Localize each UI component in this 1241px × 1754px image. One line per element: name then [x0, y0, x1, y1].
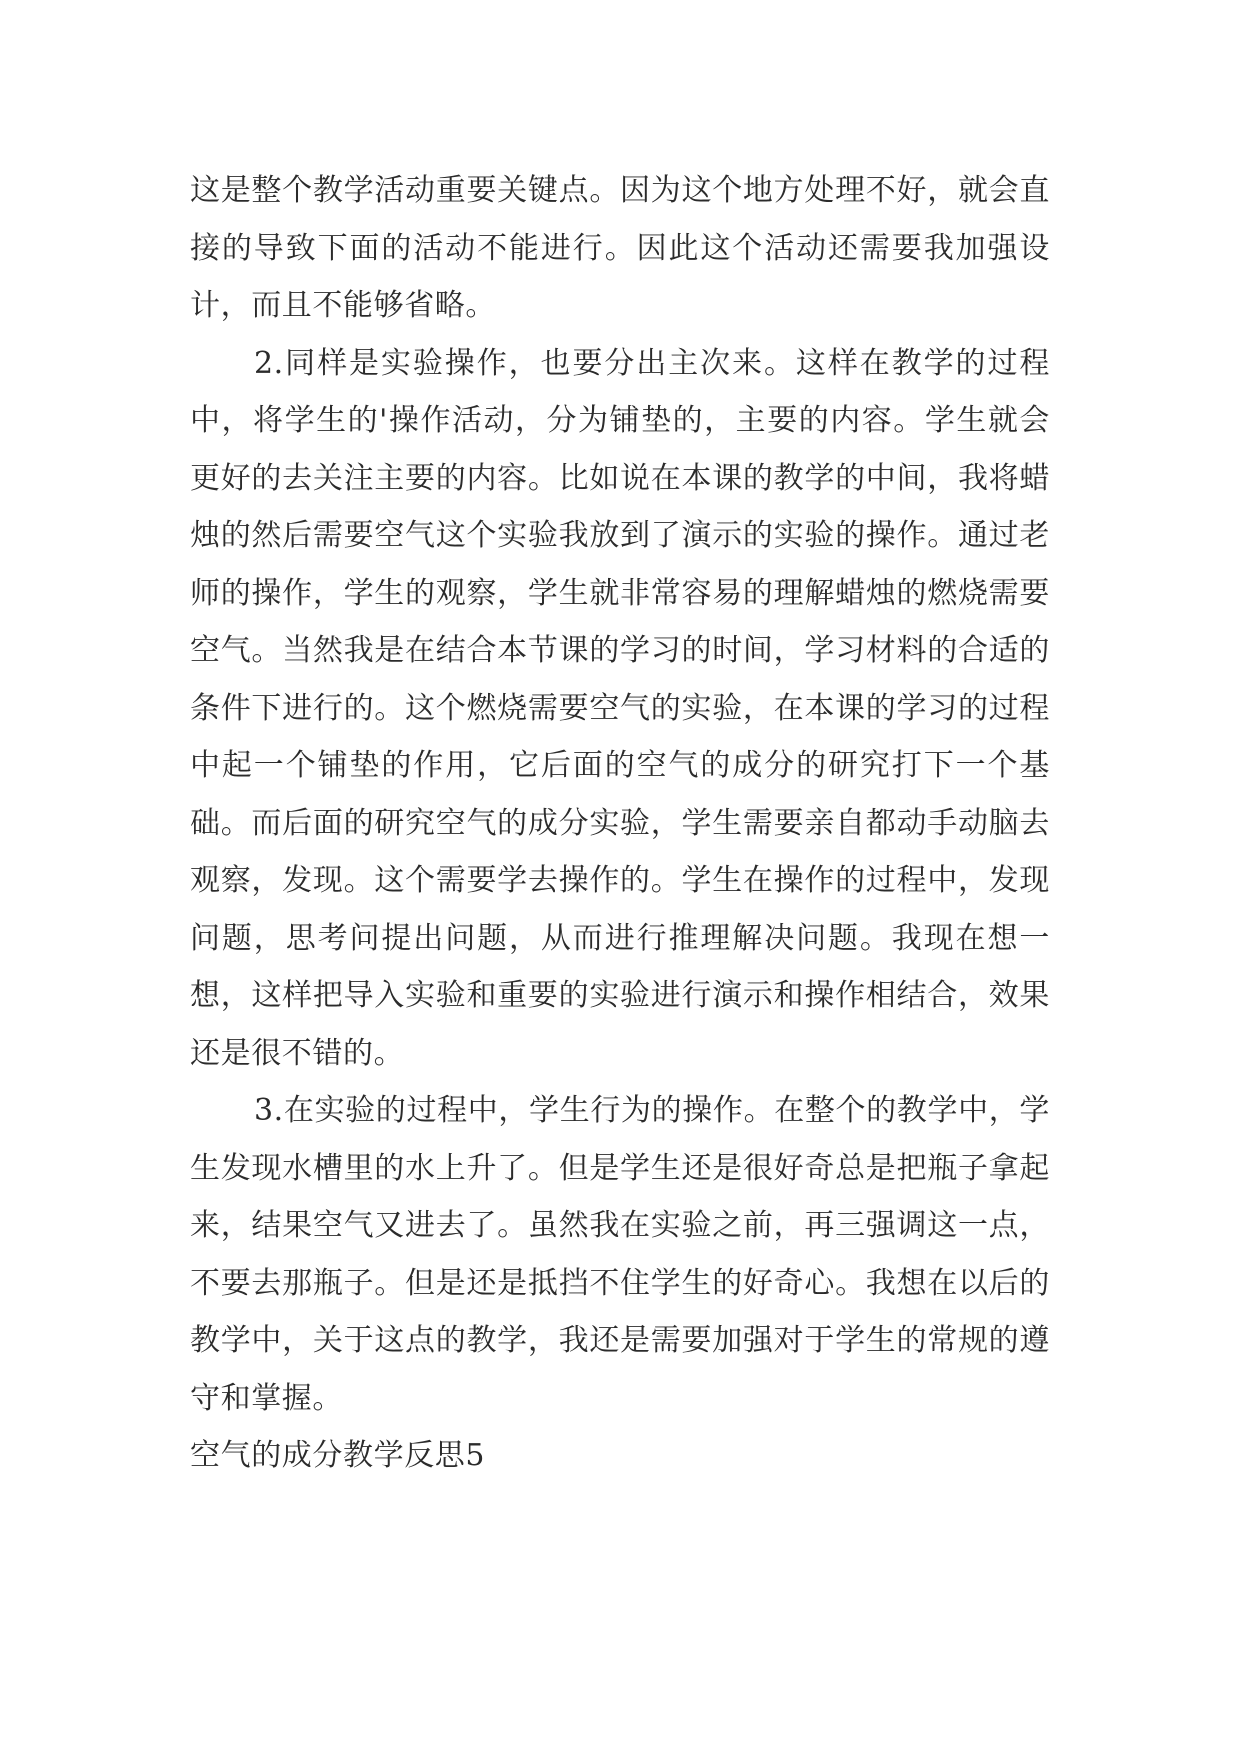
section-title: 空气的成分教学反思5: [190, 1438, 486, 1473]
document-body: [190, 162, 1050, 1485]
paragraph-point-2: 2.同样是实验操作，也要分出主次来。这样在教学的过程中，将学生的'操作活动，分为铺垫的，主要的内容。学生就会更好的去关注主要的内容。比如说在本课的教学的中间，我将蜡烛的然后需要空气这个实验我放到了演示的实验的操作。通过老师的操作，学生的观察，学生就非常容易的理解蜡烛的燃烧需要空气。当然我是在结合本节课的学习的时间，学习材料的合适的条件下进行的。这个燃烧需要空气的实验，在本课的学习的过程中起一个铺垫的作用，它后面的空气的成分的研究打下一个基础。而后面的研究空气的成分实验，学生需要亲自都动手动脑去观察，发现。这个需要学去操作的。学生在操作的过程中，发现问题，思考问提出问题，从而进行推理解决问题。我现在想一想，这样把导入实验和重要的实验进行演示和操作相结合，效果还是很不错的。: [190, 345, 1050, 1071]
paragraph-continuation: 这是整个教学活动重要关键点。因为这个地方处理不好，就会直接的导致下面的活动不能进行。因此这个活动还需要我加强设计，而且不能够省略。: [190, 173, 1050, 323]
paragraph-point-3: 3.在实验的过程中，学生行为的操作。在整个的教学中，学生发现水槽里的水上升了。但是学生还是很好奇总是把瓶子拿起来，结果空气又进去了。虽然我在实验之前，再三强调这一点，不要去那瓶子。但是还是抵挡不住学生的好奇心。我想在以后的教学中，关于这点的教学，我还是需要加强对于学生的常规的遵守和掌握。: [190, 1093, 1050, 1416]
